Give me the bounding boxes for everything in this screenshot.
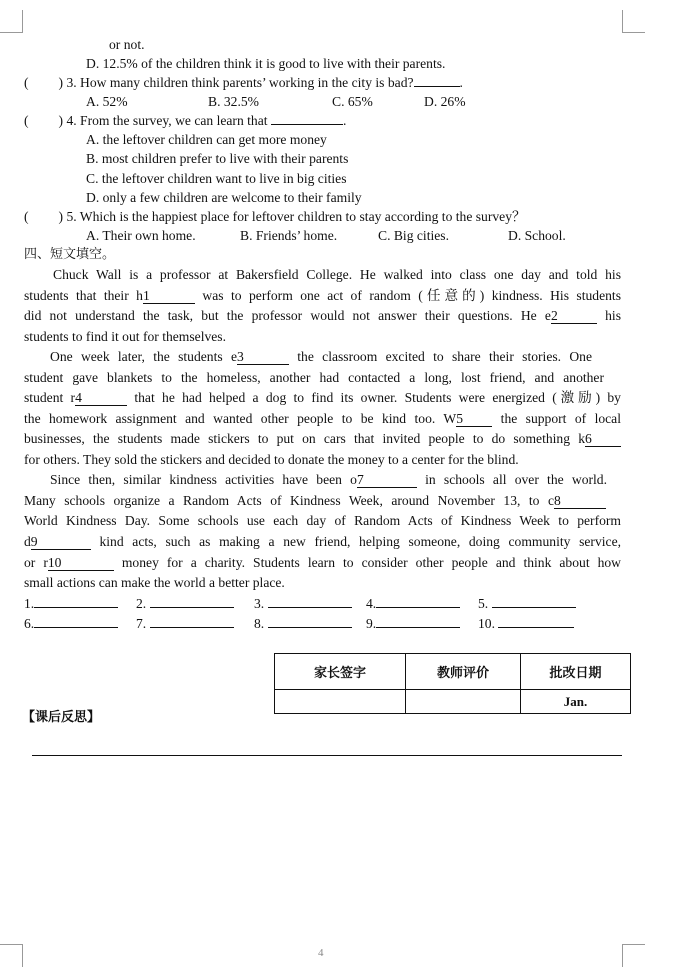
passage-line: for others. They sold the stickers and decided to donate the money to a center for the blind.	[24, 452, 519, 467]
passage-line: student r4 that he had helped a dog to find its owner. Students were energized (激励) by	[24, 390, 621, 405]
blank-2[interactable]: 2	[551, 309, 597, 324]
question-3: ( ) 3. How many children think parents’ working in the city is bad? .	[24, 75, 463, 90]
passage-line: businesses, the students made stickers to put on cars that invited people to do something k6	[24, 431, 621, 447]
answer-7[interactable]: 7.	[136, 616, 234, 632]
q2-continuation: or not.	[109, 37, 145, 52]
passage-line: One week later, the students e3 the classroom excited to share their stories. One	[50, 349, 592, 364]
corner-mark	[622, 10, 645, 33]
question-5: ( ) 5. Which is the happiest place for leftover children to stay according to the survey？	[24, 209, 526, 224]
passage-line: students that their h1 was to perform one act of random (任意的) kindness. His students	[24, 288, 621, 303]
answer-2[interactable]: 2.	[136, 596, 234, 612]
passage-line: Since then, similar kindness activities have been o7 in schools all over the world.	[50, 472, 607, 487]
question-4: ( ) 4. From the survey, we can learn that .	[24, 113, 347, 128]
blank-1[interactable]: 1	[143, 289, 195, 304]
corner-mark	[0, 944, 23, 967]
passage-line: did not understand the task, but the professor would not answer their questions. He e2 his	[24, 308, 621, 323]
q2-option-d: D. 12.5% of the children think it is good to live with their parents.	[86, 56, 446, 71]
corner-mark	[622, 944, 645, 967]
evaluation-table	[274, 653, 631, 714]
q3-option-c: C. 65%	[332, 94, 373, 109]
blank-4[interactable]: 4	[75, 391, 127, 406]
q4-option-b: B. most children prefer to live with their parents	[86, 151, 349, 166]
passage-line: or r10 money for a charity. Students learn to consider other people and think about how	[24, 555, 622, 570]
correction-date-cell[interactable]: Jan.	[521, 690, 631, 714]
corner-mark	[0, 10, 23, 33]
passage-line: the homework assignment and wanted other people to be kind too. W5 the support of local	[24, 411, 621, 426]
q5-option-a: A. Their own home.	[86, 228, 196, 243]
teacher-evaluation-cell[interactable]	[406, 690, 521, 714]
page-number: 4	[318, 947, 324, 959]
q3-option-d: D. 26%	[424, 94, 466, 109]
q5-option-b: B. Friends’ home.	[240, 228, 338, 243]
q4-option-c: C. the leftover children want to live in big cities	[86, 171, 347, 186]
reflection-line[interactable]	[32, 755, 622, 756]
answer-6[interactable]: 6.	[24, 616, 118, 632]
answer-3[interactable]: 3.	[254, 596, 352, 612]
passage-line: World Kindness Day. Some schools use each day of Random Acts of Kindness Week to perform	[24, 513, 621, 528]
parent-signature-cell[interactable]	[275, 690, 406, 714]
answer-blank[interactable]	[414, 86, 460, 87]
blank-6[interactable]: 6	[585, 432, 621, 447]
answer-4[interactable]: 4.	[366, 596, 460, 612]
blank-5[interactable]: 5	[456, 412, 492, 427]
header-correction-date: 批改日期	[521, 654, 631, 690]
answer-8[interactable]: 8.	[254, 616, 352, 632]
answer-5[interactable]: 5.	[478, 596, 576, 612]
reflection-title: 【课后反思】	[22, 710, 101, 725]
q5-option-c: C. Big cities.	[378, 228, 449, 243]
answer-10[interactable]: 10.	[478, 616, 574, 632]
q5-option-d: D. School.	[508, 228, 566, 243]
blank-9[interactable]: 9	[31, 535, 91, 550]
answer-1[interactable]: 1.	[24, 596, 118, 612]
passage-line: d9 kind acts, such as making a new friend, helping someone, doing community service,	[24, 534, 621, 549]
q3-option-a: A. 52%	[86, 94, 128, 109]
header-parent-signature: 家长签字	[275, 654, 406, 690]
passage-line: Many schools organize a Random Acts of Kindness Week, around November 13, to c8	[24, 493, 606, 509]
passage-line: Chuck Wall is a professor at Bakersfield College. He walked into class one day and told his	[53, 267, 621, 282]
blank-7[interactable]: 7	[357, 473, 417, 488]
passage-line: student gave blankets to the homeless, another had contacted a long, lost friend, and another	[24, 370, 604, 385]
section-title: 四、短文填空。	[24, 247, 116, 262]
passage-line: small actions can make the world a better place.	[24, 575, 285, 590]
blank-3[interactable]: 3	[237, 350, 289, 365]
passage-line: students to find it out for themselves.	[24, 329, 226, 344]
q4-option-d: D. only a few children are welcome to their family	[86, 190, 362, 205]
header-teacher-evaluation: 教师评价	[406, 654, 521, 690]
blank-10[interactable]: 10	[48, 556, 114, 571]
answer-blank[interactable]	[271, 124, 343, 125]
answer-9[interactable]: 9.	[366, 616, 460, 632]
blank-8[interactable]: 8	[554, 494, 606, 509]
q3-option-b: B. 32.5%	[208, 94, 259, 109]
q4-option-a: A. the leftover children can get more money	[86, 132, 327, 147]
